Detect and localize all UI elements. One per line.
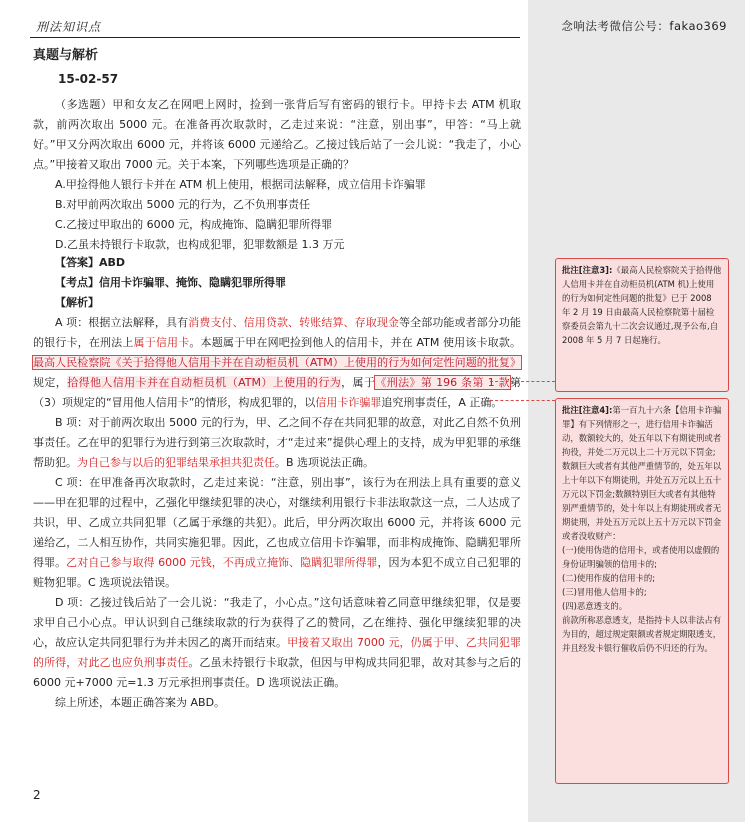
- analysis-c-emphasis: 乙对自己参与取得 6000 元钱，不再成立掩饰、隐瞒犯罪所得罪: [66, 556, 378, 569]
- analysis-b-emphasis: 为自己参与以后的犯罪结果承担共犯责任: [77, 456, 275, 469]
- answer-label: 【答案】: [55, 256, 99, 269]
- comment-connector-4: [490, 400, 555, 401]
- comment-anchor-4[interactable]: 《刑法》第 196 条第 1 款: [375, 376, 511, 389]
- analysis-c-text: ，因为本犯不成立自己犯罪的赃物犯罪。C 选项说法错误。: [33, 556, 522, 589]
- analysis-a-emphasis: 信用卡诈骗罪: [315, 396, 382, 409]
- kaodian-line: [33, 273, 521, 293]
- header-rule: [30, 37, 520, 38]
- comment-text: 第一百九十六条【信用卡诈骗罪】有下列情形之一，进行信用卡诈骗活动，数额较大的，处五年以下有期徒刑或者拘役，并处二万元以上二十万元以下罚金;数额巨大或者有其他严重情节的，处五年以上十年以下有期徒刑，并处五万元以上五十万元以下罚金;数额特别巨大或者有其他特别严重情节的，处十年以上有期徒刑或者无期徒刑，并处五万元以上五十万元以下罚金或者没收财产：: [562, 405, 722, 541]
- kaodian-label: 【考点】: [55, 276, 99, 289]
- comment-title: 批注[注意3]:: [562, 265, 613, 275]
- analysis-b-text: B 项：对于前两次取出 5000 元的行为，甲、乙之间不存在共同犯罪的故意，对此乙自然不负刑事责任。乙在甲的犯罪行为进行到第三次取款时，才“走过来”提供心理上的支持，成为甲犯罪的承继帮助犯。: [33, 416, 521, 469]
- comment-box-3[interactable]: [555, 258, 729, 392]
- analysis-a-text: 追究刑事责任，A 正确。: [381, 396, 503, 409]
- answer-line: [33, 253, 521, 273]
- page-number: 2: [33, 788, 41, 802]
- analysis-a-text: 等全部功能或者部分功能的银行卡，在刑法上: [33, 316, 521, 349]
- header-right: 念响法考微信公号：fakao369: [561, 19, 727, 33]
- analysis-a-emphasis: 属于信用卡: [133, 336, 190, 349]
- analysis-a-text: 规定，: [33, 376, 68, 389]
- comment-box-4[interactable]: [555, 398, 729, 784]
- header-left: 刑法知识点: [36, 20, 102, 34]
- analysis-b-text: 。B 选项说法正确。: [275, 456, 375, 469]
- analysis-summary: 综上所述，本题正确答案为 ABD。: [55, 696, 226, 709]
- analysis-a-text: 第（3）项规定的“冒用他人信用卡”的情形，构成犯罪的，以: [33, 376, 522, 409]
- analysis-a-text: A 项：根据立法解释，具有: [55, 316, 189, 329]
- answer-value: ABD: [99, 256, 126, 269]
- comment-text: 《最高人民检察院关于拾得他人信用卡并在自动柜员机(ATM 机)上使用的行为如何定性问题的批复》已于 2008 年 2 月 19 日由最高人民检察院第十届检察委员会第九十二次会议通过,现予公布,自 2008 年 5 月 7 日起施行。: [562, 265, 722, 345]
- analysis-a-text: 。本题属于甲在网吧捡到他人的信用卡，并在 ATM 使用该卡取款。: [189, 336, 522, 349]
- analysis-d: [33, 593, 521, 693]
- comment-item: (一)使用伪造的信用卡，或者使用以虚假的身份证明骗领的信用卡的;: [562, 545, 720, 569]
- question-block: [33, 95, 521, 255]
- jiexi-label: 【解析】: [55, 296, 99, 309]
- analysis-b: [33, 413, 521, 473]
- analysis-c: [33, 473, 521, 593]
- comment-connector-3: [490, 381, 555, 382]
- comment-tail: 前款所称恶意透支，是指持卡人以非法占有为目的，超过规定限额或者规定期限透支，并且经发卡银行催收后仍不归还的行为。: [562, 615, 722, 653]
- comment-item: (二)使用作废的信用卡的;: [562, 573, 656, 583]
- comment-anchor-3[interactable]: 最高人民检察院《关于拾得他人信用卡并在自动柜员机（ATM）上使用的行为如何定性问题的批复》: [33, 356, 521, 369]
- comment-item: (三)冒用他人信用卡的;: [562, 587, 647, 597]
- option-c: C.乙接过甲取出的 6000 元，构成掩饰、隐瞒犯罪所得罪: [55, 218, 333, 231]
- analysis-a: [33, 313, 521, 413]
- analysis-a-highlight: 拾得他人信用卡并在自动柜员机（ATM）上使用的行为: [67, 376, 342, 389]
- analysis-d-text: 。乙虽未持银行卡取款，但因与甲构成共同犯罪，故对其参与之后的 6000 元+7000 元=1.3 万元承担刑事责任。D 选项说法正确。: [33, 656, 522, 689]
- analysis-block: [33, 253, 521, 713]
- comment-item: (四)恶意透支的。: [562, 601, 628, 611]
- question-id: 15-02-57: [58, 72, 119, 86]
- analysis-d-emphasis: 甲接着又取出 7000 元，仍属于甲、乙共同犯罪的所得，对此乙也应负刑事责任: [33, 636, 521, 669]
- section-title: 真题与解析: [33, 48, 99, 63]
- analysis-c-text: C 项：在甲准备再次取款时，乙走过来说：“注意，别出事”，该行为在刑法上具有重要的意义——甲在犯罪的过程中，乙强化甲继续犯罪的决心，对继续利用银行卡非法取款这一点，二人达成了共识，甲、乙成立共同犯罪（乙属于承继的共犯）。此后，甲分两次取出 6000 元，并将该 6000 元递给乙，二人相互协作，共同实施犯罪。因此，乙也成立信用卡诈骗罪，而非构成掩饰、隐瞒犯罪所得罪。: [33, 476, 521, 569]
- question-stem: （多选题）甲和女友乙在网吧上网时，捡到一张背后写有密码的银行卡。甲持卡去 ATM 机取款，前两次取出 5000 元。在准备再次取款时，乙走过来说：“注意，别出事”，甲答：“马上就好。”甲又分两次取出 6000 元，并将该 6000 元递给乙。乙接过钱后站了一会儿说：“我走了，小心点。”甲接着又取出 7000 元。关于本案，下列哪些选项是正确的？: [33, 98, 521, 171]
- option-d: D.乙虽未持银行卡取款，也构成犯罪，犯罪数额是 1.3 万元: [55, 238, 345, 251]
- comment-title: 批注[注意4]:: [562, 405, 613, 415]
- option-b: B.对甲前两次取出 5000 元的行为，乙不负刑事责任: [55, 198, 311, 211]
- analysis-d-text: D 项：乙接过钱后站了一会儿说：“我走了，小心点。”这句话意味着乙同意甲继续犯罪，仅是要求甲自己小心点。甲认识到自己继续取款的行为获得了乙的赞同，乙在维持、强化甲继续犯罪的决心，故应认定共同犯罪行为并未因乙的离开而结束。: [33, 596, 521, 649]
- analysis-a-emphasis: 消费支付、信用贷款、转账结算、存取现金: [188, 316, 400, 329]
- option-a: A.甲捡得他人银行卡并在 ATM 机上使用，根据司法解释，成立信用卡诈骗罪: [55, 178, 426, 191]
- kaodian-value: 信用卡诈骗罪、掩饰、隐瞒犯罪所得罪: [99, 276, 286, 289]
- analysis-a-text: ，属于: [341, 376, 376, 389]
